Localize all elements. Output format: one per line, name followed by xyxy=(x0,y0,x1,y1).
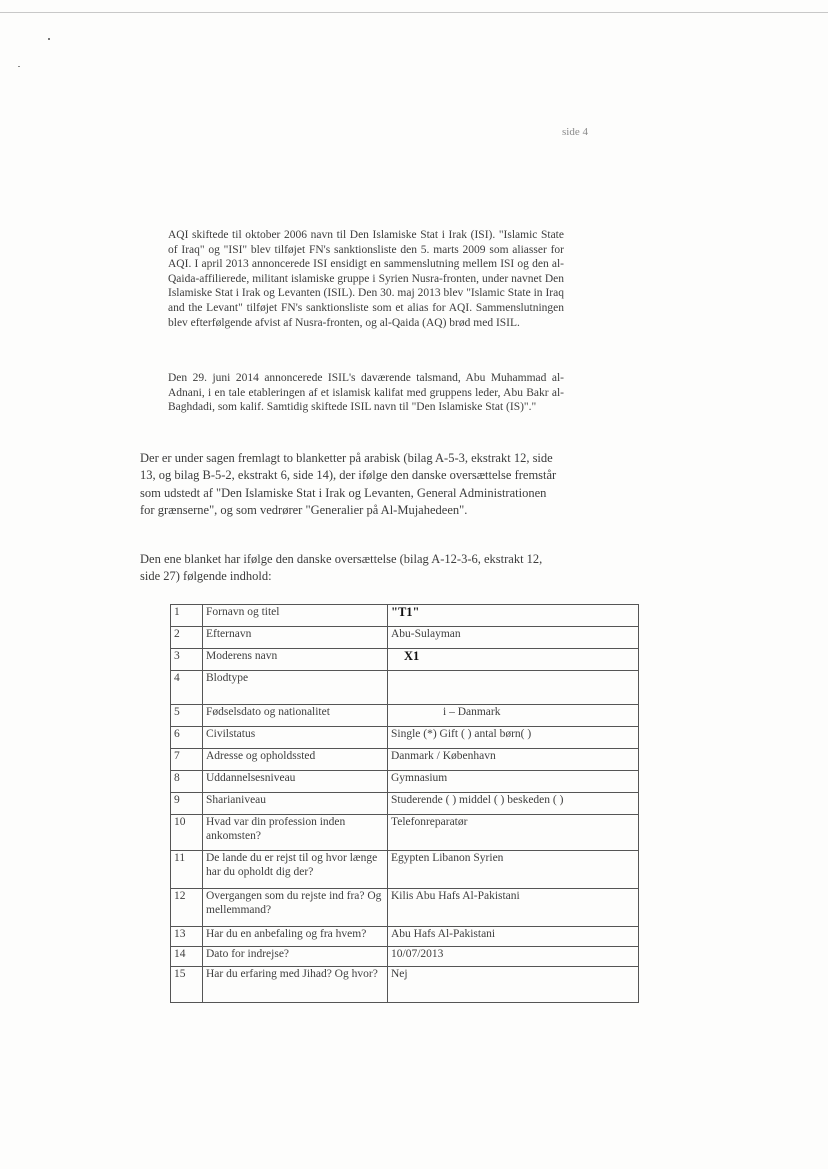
indented-paragraph-2: Den 29. juni 2014 annoncerede ISIL's daværende talsmand, Abu Muhammad al-Adnani, i en tale etableringen af et islamisk kalifat med gruppens leder, Abu Bakr al-Baghdadi, som kalif. Samtidig skiftede ISIL navn til "Den Islamiske Stat (IS)"." xyxy=(168,372,564,414)
row-answer: 10/07/2013 xyxy=(388,947,639,967)
row-number: 8 xyxy=(171,771,203,793)
table-row xyxy=(171,771,639,793)
row-number: 5 xyxy=(171,705,203,727)
table-row xyxy=(171,947,639,967)
row-number: 2 xyxy=(171,627,203,649)
row-answer xyxy=(388,649,639,671)
row-question: Civilstatus xyxy=(203,727,388,749)
row-answer: Kilis Abu Hafs Al-Pakistani xyxy=(388,889,639,927)
answer-text: i – Danmark xyxy=(443,706,501,718)
row-number: 14 xyxy=(171,947,203,967)
row-answer: Nej xyxy=(388,967,639,1003)
row-answer xyxy=(388,671,639,705)
row-answer xyxy=(388,705,639,727)
row-question: Uddannelsesniveau xyxy=(203,771,388,793)
form-table xyxy=(170,604,639,1003)
row-number: 10 xyxy=(171,815,203,851)
row-question: Har du erfaring med Jihad? Og hvor? xyxy=(203,967,388,1003)
row-question: Overgangen som du rejste ind fra? Og mellemmand? xyxy=(203,889,388,927)
row-question: Adresse og opholdssted xyxy=(203,749,388,771)
table-row xyxy=(171,793,639,815)
row-answer: Abu-Sulayman xyxy=(388,627,639,649)
table-row xyxy=(171,851,639,889)
row-answer: Danmark / København xyxy=(388,749,639,771)
row-question: Fornavn og titel xyxy=(203,605,388,627)
table-row xyxy=(171,649,639,671)
row-question: Sharianiveau xyxy=(203,793,388,815)
table-row xyxy=(171,727,639,749)
row-question: Moderens navn xyxy=(203,649,388,671)
row-number: 6 xyxy=(171,727,203,749)
row-answer: Studerende ( ) middel ( ) beskeden ( ) xyxy=(388,793,639,815)
table-row xyxy=(171,705,639,727)
row-answer: Single (*) Gift ( ) antal børn( ) xyxy=(388,727,639,749)
row-question: De lande du er rejst til og hvor længe har du opholdt dig der? xyxy=(203,851,388,889)
row-question: Blodtype xyxy=(203,671,388,705)
scan-speck xyxy=(48,38,50,40)
row-answer: Gymnasium xyxy=(388,771,639,793)
row-question: Fødselsdato og nationalitet xyxy=(203,705,388,727)
row-number: 4 xyxy=(171,671,203,705)
row-answer: Telefonreparatør xyxy=(388,815,639,851)
row-number: 13 xyxy=(171,927,203,947)
table-row xyxy=(171,605,639,627)
answer-text: X1 xyxy=(404,649,420,663)
table-row xyxy=(171,967,639,1003)
row-answer: Abu Hafs Al-Pakistani xyxy=(388,927,639,947)
row-question: Dato for indrejse? xyxy=(203,947,388,967)
indented-paragraph-1: AQI skiftede til oktober 2006 navn til Den Islamiske Stat i Irak (ISI). "Islamic State of Iraq" og "ISI" blev tilføjet FN's sanktionsliste den 5. marts 2009 som aliasser for AQI. I april 2013 annoncerede ISI ensidigt en sammenslutning mellem ISI og den al-Qaida-affilierede, militant islamiske gruppe i Syrien Nusra-fronten, under navnet Den Islamiske Stat i Irak og Levanten (ISIL). Den 30. maj 2013 blev "Islamic State in Iraq and the Levant" tilføjet FN's sanktionsliste som et alias for AQI. Sammenslutningen blev efterfølgende afvist af Nusra-fronten, og al-Qaida (AQ) brød med ISIL. xyxy=(168,229,564,329)
scan-top-line xyxy=(0,12,828,13)
table-row xyxy=(171,815,639,851)
row-number: 15 xyxy=(171,967,203,1003)
row-number: 11 xyxy=(171,851,203,889)
scan-speck xyxy=(18,66,20,67)
row-number: 9 xyxy=(171,793,203,815)
row-question: Hvad var din profession inden ankomsten? xyxy=(203,815,388,851)
table-row xyxy=(171,889,639,927)
page-number: side 4 xyxy=(562,126,588,138)
table-row xyxy=(171,671,639,705)
row-number: 12 xyxy=(171,889,203,927)
row-number: 7 xyxy=(171,749,203,771)
body-paragraph-1: Der er under sagen fremlagt to blanketter på arabisk (bilag A-5-3, ekstrakt 12, side 13, og bilag B-5-2, ekstrakt 6, side 14), der ifølge den danske oversættelse fremstår som udstedt af "Den Islamiske Stat i Irak og Levanten, General Administrationen for grænserne", og som vedrører "Generalier på Al-Mujahedeen". xyxy=(140,451,557,518)
body-paragraph-2: Den ene blanket har ifølge den danske oversættelse (bilag A-12-3-6, ekstrakt 12, side 27) følgende indhold: xyxy=(140,552,543,584)
answer-text: "T1" xyxy=(391,605,420,619)
row-question: Har du en anbefaling og fra hvem? xyxy=(203,927,388,947)
row-answer xyxy=(388,605,639,627)
row-answer: Egypten Libanon Syrien xyxy=(388,851,639,889)
row-number: 3 xyxy=(171,649,203,671)
table-row xyxy=(171,627,639,649)
table-row xyxy=(171,749,639,771)
table-row xyxy=(171,927,639,947)
row-question: Efternavn xyxy=(203,627,388,649)
row-number: 1 xyxy=(171,605,203,627)
